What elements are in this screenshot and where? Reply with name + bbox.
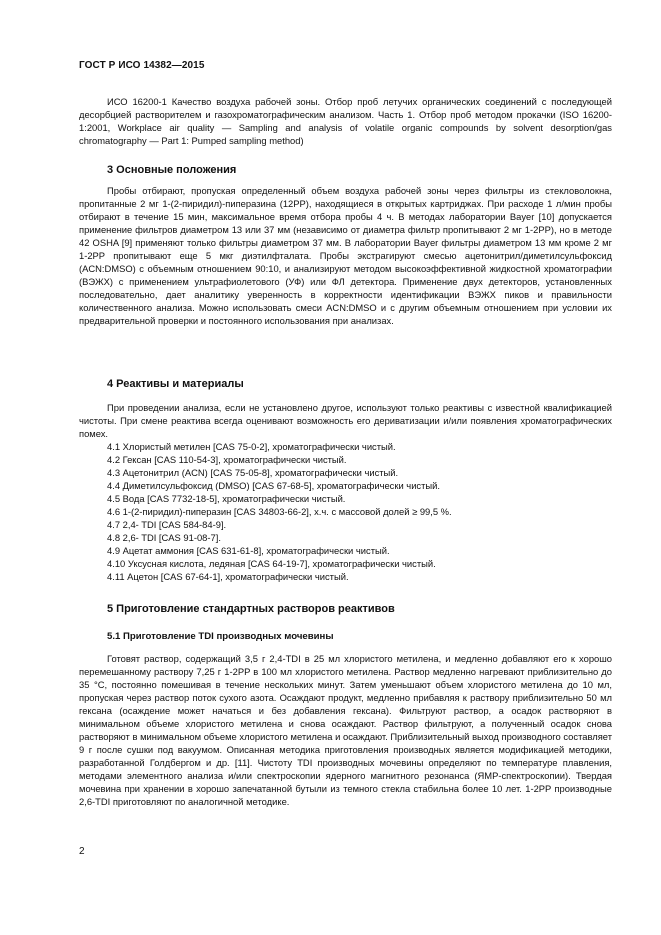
section-3-title: 3 Основные положения	[107, 164, 237, 176]
reference-paragraph: ИСО 16200-1 Качество воздуха рабочей зоны. Отбор проб летучих органических соединений с последующей десорбцией растворителем и газохроматографическим анализом. Часть 1. Отбор проб методом прокачки (ISO 16200-1:2001, Workplace air quality — Sampling and analysis of volatile organic compounds by solvent desorption/gas chromatography — Part 1: Pumped sampling method)	[79, 96, 612, 146]
normative-reference	[79, 95, 612, 147]
section-4-title: 4 Реактивы и материалы	[107, 378, 244, 390]
list-item: 4.6 1-(2-пиридил)-пиперазин [CAS 34803-66-2], х.ч. с массовой долей ≥ 99,5 %.	[107, 506, 452, 517]
list-item: 4.1 Хлористый метилен [CAS 75-0-2], хроматографически чистый.	[107, 441, 396, 452]
document-header: ГОСТ Р ИСО 14382—2015	[79, 60, 205, 71]
list-item: 4.4 Диметилсульфоксид (DMSO) [CAS 67-68-5], хроматографически чистый.	[107, 480, 440, 491]
page-number: 2	[79, 846, 85, 857]
reagents-list	[107, 440, 612, 583]
list-item: 4.8 2,6- TDI [CAS 91-08-7].	[107, 532, 221, 543]
section-4-body	[79, 401, 612, 440]
section-5-1-title: 5.1 Приготовление TDI производных мочевины	[107, 631, 334, 642]
list-item: 4.5 Вода [CAS 7732-18-5], хроматографически чистый.	[107, 493, 346, 504]
list-item: 4.10 Уксусная кислота, ледяная [CAS 64-19-7], хроматографически чистый.	[107, 558, 436, 569]
section-5-1-body	[79, 652, 612, 808]
list-item: 4.9 Ацетат аммония [CAS 631-61-8], хроматографически чистый.	[107, 545, 390, 556]
list-item: 4.7 2,4- TDI [CAS 584-84-9].	[107, 519, 227, 530]
section-3-paragraph: Пробы отбирают, пропуская определенный объем воздуха рабочей зоны через фильтры из стекловолокна, пропитанные 2 мг 1-(2-пиридил)-пиперазина (12PP), находящиеся в открытых картриджах. При расходе 1 л/мин пробы отбирают в течение 15 мин, максимальное время отбора пробы 4 ч. В методах лаборатории Bayer [10] допускается применение фильтров диаметром 13 или 37 мм (независимо от диаметра фильтр пропитывают 2 мг 1-2PP), но в методе 42 OSHA [9] применяют только фильтры диаметром 37 мм. В лаборатории Bayer фильтры диаметром 13 мм кроме 2 мг 1-2PP пропитывают еще 5 мкг диэтилфталата. Пробы экстрагируют смесью ацетонитрил/диметилсульфоксид (ACN:DMSO) с объемным отношением 90:10, и анализируют методом высокоэффективной жидкостной хроматографии (ВЭЖХ) с применением ультрафиолетового (УФ) или ФЛ детектора. Применение двух детекторов, установленных последовательно, дает аналитику уверенность в корректности идентификации ВЭЖХ пиков и правильности количественного анализа. Можно использовать смеси ACN:DMSO и с другим объемным отношением при условии их предварительной проверки и постоянного использования при анализах.	[79, 185, 612, 326]
section-4-paragraph: При проведении анализа, если не установлено другое, используют только реактивы с известной квалификацией чистоты. При смене реактива всегда оценивают возможность его дериватизации и/или появления хроматографических помех.	[79, 402, 612, 439]
list-item: 4.2 Гексан [CAS 110-54-3], хроматографически чистый.	[107, 454, 347, 465]
section-5-title: 5 Приготовление стандартных растворов реактивов	[107, 603, 395, 615]
section-5-1-paragraph: Готовят раствор, содержащий 3,5 г 2,4-TDI в 25 мл хлористого метилена, и медленно добавляют его к хорошо перемешанному раствору 7,25 г 1-2PP в 100 мл хлористого метилена. Раствор медленно нагревают приблизительно до 35 °С, постоянно помешивая в течение нескольких минут. Затем уменьшают объем хлористого метилена до 10 мл, пропуская через раствор поток сухого азота. Осаждают продукт, медленно прибавляя к раствору приблизительно 50 мл гексана (осаждение может начаться и без добавления гексана). Фильтруют раствор, а осадок растворяют в минимальном объеме хлористого метилена и снова осаждают. Раствор фильтруют, а полученный осадок снова растворяют в минимальном объеме хлористого метилена и осаждают. Приблизительный выход производного составляет 9 г после сушки под вакуумом. Описанная методика приготовления производных является модификацией методики, разработанной Голдбергом и др. [11]. Чистоту TDI производных мочевины определяют по температуре плавления, методами элементного анализа и/или спектроскопии ядерного магнитного резонанса (ЯМР-спектроскопии). Твердая мочевина при хранении в хорошо запечатанной бутыли из темного стекла стабильна более 10 лет. 1-2PP производные 2,6-TDI приготовляют по аналогичной методике.	[79, 653, 612, 807]
list-item: 4.3 Ацетонитрил (ACN) [CAS 75-05-8], хроматографически чистый.	[107, 467, 399, 478]
section-3-body	[79, 184, 612, 327]
list-item: 4.11 Ацетон [CAS 67-64-1], хроматографически чистый.	[107, 571, 349, 582]
